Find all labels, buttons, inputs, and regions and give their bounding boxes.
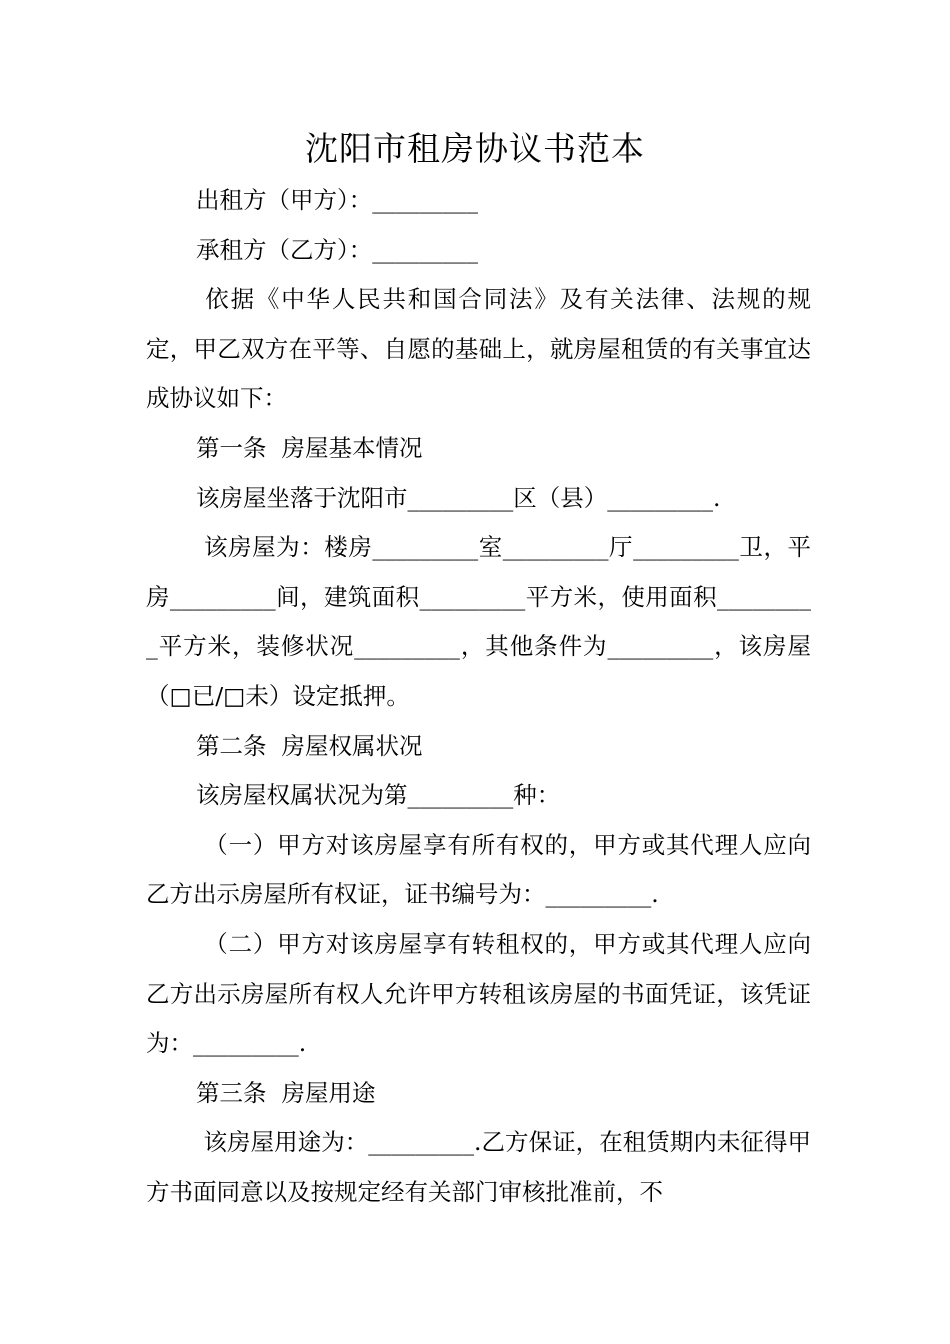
article-2-item-2: （二）甲方对该房屋享有转租权的，甲方或其代理人应向乙方出示房屋所有权人允许甲方转租该房屋的书面凭证，该凭证为：_________. [146, 929, 811, 1058]
article-2-status: 该房屋权属状况为第_________种： [196, 781, 561, 810]
article-1-details: 该房屋为：楼房_________室_________厅_________卫，平房_________间，建筑面积_________平方米，使用面积_________平方米，装修状况_________，其他条件为_________，该房屋（□已/□未）设定抵押。 [146, 533, 811, 710]
article-3-heading: 第三条 房屋用途 [196, 1078, 376, 1107]
article-2-item-1: （一）甲方对该房屋享有所有权的，甲方或其代理人应向乙方出示房屋所有权证，证书编号为：_________. [146, 830, 811, 909]
document-body [146, 176, 811, 1217]
lessee-line: 承租方（乙方）：_________ [196, 235, 478, 264]
document-title: 沈阳市租房协议书范本 [305, 129, 645, 168]
article-3-usage: 该房屋用途为：_________.乙方保证，在租赁期内未征得甲方书面同意以及按规定经有关部门审核批准前，不 [146, 1128, 811, 1206]
article-1-heading: 第一条 房屋基本情况 [196, 433, 423, 462]
lessor-line: 出租方（甲方）：_________ [196, 186, 478, 214]
article-2-heading: 第二条 房屋权属状况 [196, 731, 423, 760]
preamble-paragraph: 依据《中华人民共和国合同法》及有关法律、法规的规定，甲乙双方在平等、自愿的基础上，就房屋租赁的有关事宜达成协议如下： [146, 285, 811, 413]
article-1-location: 该房屋坐落于沈阳市_________区（县）_________. [196, 483, 721, 512]
